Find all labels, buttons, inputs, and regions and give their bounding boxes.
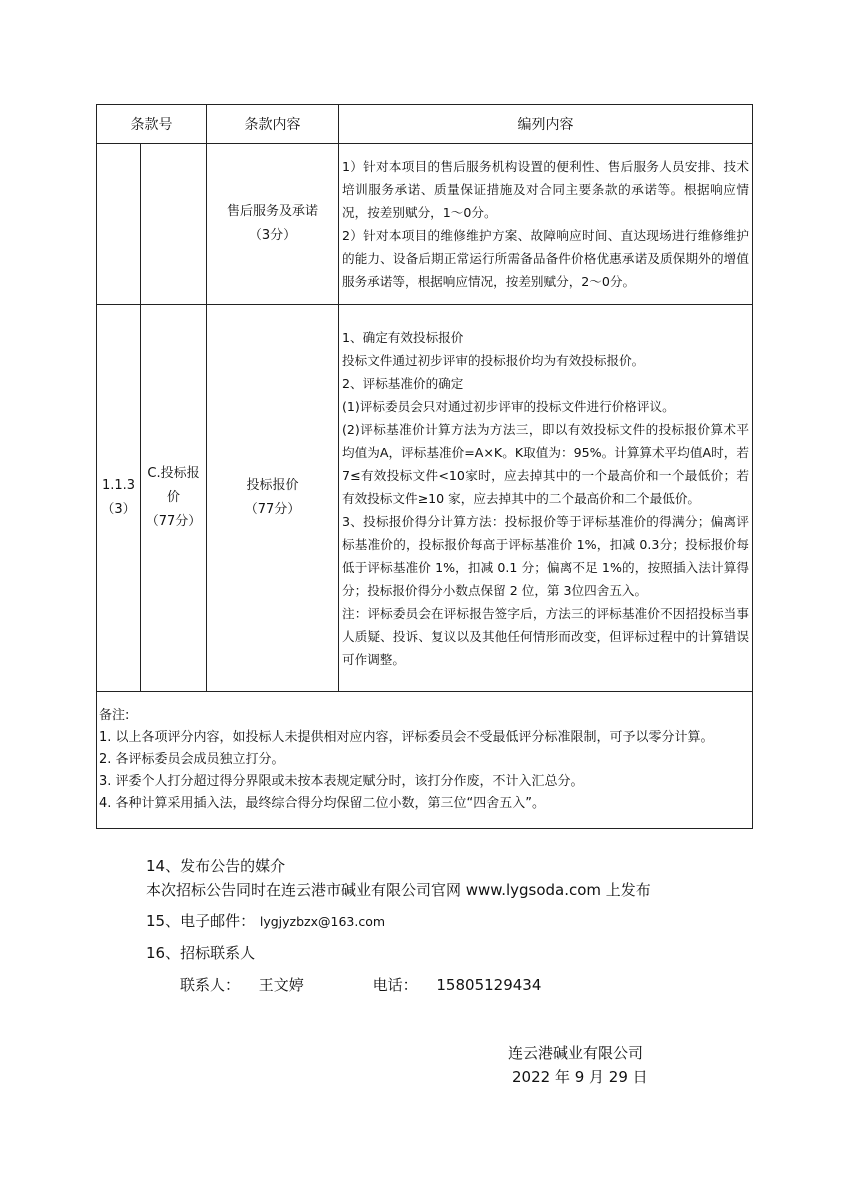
section-14-text: 本次招标公告同时在连云港市碱业有限公司官网 www.lygsoda.com 上发布	[146, 881, 651, 899]
notes-cell	[97, 692, 753, 829]
table-row-service	[97, 144, 753, 305]
contact-line	[180, 975, 541, 995]
price-item-points: （77分）	[244, 502, 301, 517]
empty-cell	[141, 144, 207, 305]
price-code-sub: （3）	[101, 502, 136, 517]
signature-date: 2022 年 9 月 29 日	[512, 1068, 648, 1086]
price-item-label: 投标报价	[246, 478, 299, 493]
service-line-2: 2）针对本项目的维修维护方案、故障响应时间、直达现场进行维修维护的能力、设备后期正常运行所需备品备件价格优惠承诺及质保期外的增值服务承诺等，根据响应情况，按差别赋分，2～0分。	[342, 228, 749, 289]
header-clause-no: 条款号	[97, 105, 207, 144]
price-category-points: （77分）	[145, 514, 202, 529]
price-category: C.投标报价	[147, 466, 200, 505]
section-14-title: 14、发布公告的媒介	[146, 857, 286, 875]
scoring-table	[96, 104, 753, 829]
contact-name: 王文婷	[258, 976, 304, 994]
section-15	[146, 911, 385, 932]
note-3: 3. 评委个人打分超过得分界限或未按本表规定赋分时，该打分作废，不计入汇总分。	[99, 774, 584, 789]
price-code-cell	[97, 305, 141, 692]
service-content-cell	[339, 144, 753, 305]
table-row-price	[97, 305, 753, 692]
notes-title: 备注:	[99, 708, 130, 723]
service-item-cell	[207, 144, 339, 305]
service-item-label: 售后服务及承诺	[226, 204, 318, 219]
signature-company: 连云港碱业有限公司	[508, 1044, 644, 1062]
note-1: 1. 以上各项评分内容，如投标人未提供相对应内容，评标委员会不受最低评分标准限制，可予以零分计算。	[99, 730, 714, 745]
price-line-4: (1)评标委员会只对通过初步评审的投标文件进行价格评议。	[342, 398, 675, 414]
table-header-row	[97, 105, 753, 144]
header-clause-content: 条款内容	[207, 105, 339, 144]
email-address: lygjyzbzx@163.com	[259, 914, 386, 929]
section-15-title: 15、电子邮件：	[146, 912, 256, 930]
price-line-3: 2、评标基准价的确定	[342, 375, 464, 391]
phone-number: 15805129434	[436, 976, 542, 994]
price-line-5: (2)评标基准价计算方法为方法三，即以有效投标文件的投标报价算术平均值为A，评标基准价=A×K。K取值为：95%。计算算术平均值A时，若7≤有效投标文件<10家时，应去掉其中的一个最高价和一个最低价；若有效投标文件≥10 家，应去掉其中的二个最高价和二个最低价。	[342, 421, 749, 506]
note-4: 4. 各种计算采用插入法，最终综合得分均保留二位小数，第三位“四舍五入”。	[99, 796, 546, 811]
price-code: 1.1.3	[101, 478, 136, 493]
note-2: 2. 各评标委员会成员独立打分。	[99, 752, 285, 767]
service-line-1: 1）针对本项目的售后服务机构设置的便利性、售后服务人员安排、技术培训服务承诺、质量保证措施及对合同主要条款的承诺等。根据响应情况，按差别赋分，1～0分。	[342, 159, 749, 220]
empty-cell	[97, 144, 141, 305]
service-item-points: （3分）	[248, 228, 297, 243]
contact-label: 联系人：	[180, 976, 241, 994]
section-16-title: 16、招标联系人	[146, 944, 256, 962]
price-line-1: 1、确定有效投标报价	[342, 329, 464, 345]
price-category-cell	[141, 305, 207, 692]
price-content-cell	[339, 305, 753, 692]
price-item-cell	[207, 305, 339, 692]
price-line-7: 注：评标委员会在评标报告签字后，方法三的评标基准价不因招投标当事人质疑、投诉、复议以及其他任何情形而改变，但评标过程中的计算错误可作调整。	[342, 605, 749, 667]
price-line-6: 3、投标报价得分计算方法：投标报价等于评标基准价的得满分；偏离评标基准价的，投标报价每高于评标基准价 1%，扣减 0.3分；投标报价每低于评标基准价 1%，扣减 0.1 分；偏离不足 1%的，按照插入法计算得分；投标报价得分小数点保留 2 位，第 3位四舍五入。	[342, 513, 749, 598]
table-row-notes	[97, 692, 753, 829]
price-line-2: 投标文件通过初步评审的投标报价均为有效投标报价。	[342, 352, 645, 368]
phone-label: 电话：	[372, 976, 418, 994]
header-compiled-content: 编列内容	[339, 105, 753, 144]
